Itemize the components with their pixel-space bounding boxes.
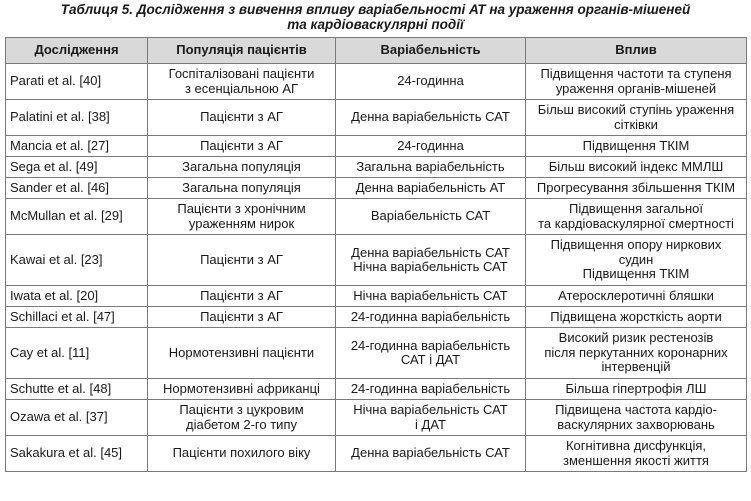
cell-variability: Варіабельність САТ bbox=[336, 199, 526, 235]
cell-variability: Денна варіабельність САТ bbox=[336, 100, 526, 136]
cell-population: Пацієнти з АГ bbox=[148, 235, 336, 286]
caption-line-2: та кардіоваскулярні події bbox=[287, 17, 464, 32]
cell-population: Нормотензивні пацієнти bbox=[148, 328, 336, 379]
cell-effect: Підвищення ТКІМ bbox=[526, 136, 747, 157]
cell-study: Sakakura et al. [45] bbox=[6, 436, 148, 472]
cell-variability: 24-годинна bbox=[336, 136, 526, 157]
header-study: Дослідження bbox=[6, 38, 148, 64]
cell-population: Пацієнти з цукровим діабетом 2-го типу bbox=[148, 400, 336, 436]
cell-population: Загальна популяція bbox=[148, 178, 336, 199]
cell-variability: 24-годинна варіабельність САТ і ДАТ bbox=[336, 328, 526, 379]
cell-variability: Денна варіабельність САТ bbox=[336, 436, 526, 472]
cell-study: McMullan et al. [29] bbox=[6, 199, 148, 235]
table-row bbox=[6, 100, 747, 136]
cell-population: Пацієнти з АГ bbox=[148, 286, 336, 307]
table-caption bbox=[0, 0, 751, 38]
cell-study: Palatini et al. [38] bbox=[6, 100, 148, 136]
table-row bbox=[6, 379, 747, 400]
cell-effect: Прогресування збільшення ТКІМ bbox=[526, 178, 747, 199]
cell-study: Mancia et al. [27] bbox=[6, 136, 148, 157]
cell-population: Загальна популяція bbox=[148, 157, 336, 178]
cell-study: Schillaci et al. [47] bbox=[6, 307, 148, 328]
header-population: Популяція пацієнтів bbox=[148, 38, 336, 64]
table-row bbox=[6, 136, 747, 157]
cell-study: Iwata et al. [20] bbox=[6, 286, 148, 307]
cell-variability: Денна варіабельність АТ bbox=[336, 178, 526, 199]
cell-variability: Загальна варіабельність bbox=[336, 157, 526, 178]
cell-effect: Підвищення загальної та кардіоваскулярної смертності bbox=[526, 199, 747, 235]
cell-effect: Більш високий ступінь ураження сітківки bbox=[526, 100, 747, 136]
cell-population: Пацієнти похилого віку bbox=[148, 436, 336, 472]
table-row bbox=[6, 235, 747, 286]
table-row bbox=[6, 286, 747, 307]
cell-population: Пацієнти з АГ bbox=[148, 100, 336, 136]
cell-study: Parati et al. [40] bbox=[6, 64, 148, 100]
header-variability: Варіабельність bbox=[336, 38, 526, 64]
cell-study: Kawai et al. [23] bbox=[6, 235, 148, 286]
header-effect: Вплив bbox=[526, 38, 747, 64]
cell-effect: Когнітивна дисфункція, зменшення якості життя bbox=[526, 436, 747, 472]
studies-table bbox=[5, 37, 747, 472]
caption-line-1: Таблиця 5. Дослідження з вивчення впливу варіабельності АТ на ураження органів-мішеней bbox=[60, 2, 691, 17]
cell-effect: Високий ризик рестенозів після перкутанних коронарних інтервенцій bbox=[526, 328, 747, 379]
table-row bbox=[6, 199, 747, 235]
header-row bbox=[6, 38, 747, 64]
cell-study: Ozawa et al. [37] bbox=[6, 400, 148, 436]
cell-variability: Денна варіабельність САТ Нічна варіабельність САТ bbox=[336, 235, 526, 286]
cell-effect: Більш високий індекс ММЛШ bbox=[526, 157, 747, 178]
cell-population: Пацієнти з АГ bbox=[148, 307, 336, 328]
table-row bbox=[6, 178, 747, 199]
cell-study: Schutte et al. [48] bbox=[6, 379, 148, 400]
cell-effect: Підвищення частоти та ступеня ураження органів-мішеней bbox=[526, 64, 747, 100]
table-row bbox=[6, 157, 747, 178]
cell-effect: Підвищена частота кардіо- васкулярних захворювань bbox=[526, 400, 747, 436]
cell-effect: Підвищена жорсткість аорти bbox=[526, 307, 747, 328]
cell-effect: Підвищення опору ниркових судин Підвищення ТКІМ bbox=[526, 235, 747, 286]
cell-effect: Більша гіпертрофія ЛШ bbox=[526, 379, 747, 400]
cell-effect: Атеросклеротичні бляшки bbox=[526, 286, 747, 307]
table-row bbox=[6, 307, 747, 328]
cell-study: Sega et al. [49] bbox=[6, 157, 148, 178]
cell-study: Cay et al. [11] bbox=[6, 328, 148, 379]
cell-population: Госпіталізовані пацієнти з есенціальною АГ bbox=[148, 64, 336, 100]
cell-population: Пацієнти з АГ bbox=[148, 136, 336, 157]
table-row bbox=[6, 400, 747, 436]
cell-population: Пацієнти з хронічним ураженням нирок bbox=[148, 199, 336, 235]
cell-variability: Нічна варіабельність САТ bbox=[336, 286, 526, 307]
table-row bbox=[6, 328, 747, 379]
table-row bbox=[6, 436, 747, 472]
cell-variability: 24-годинна варіабельність bbox=[336, 379, 526, 400]
cell-variability: 24-годинна варіабельність bbox=[336, 307, 526, 328]
table-row bbox=[6, 64, 747, 100]
cell-variability: 24-годинна bbox=[336, 64, 526, 100]
cell-variability: Нічна варіабельність САТ і ДАТ bbox=[336, 400, 526, 436]
cell-population: Нормотензивні африканці bbox=[148, 379, 336, 400]
cell-study: Sander et al. [46] bbox=[6, 178, 148, 199]
